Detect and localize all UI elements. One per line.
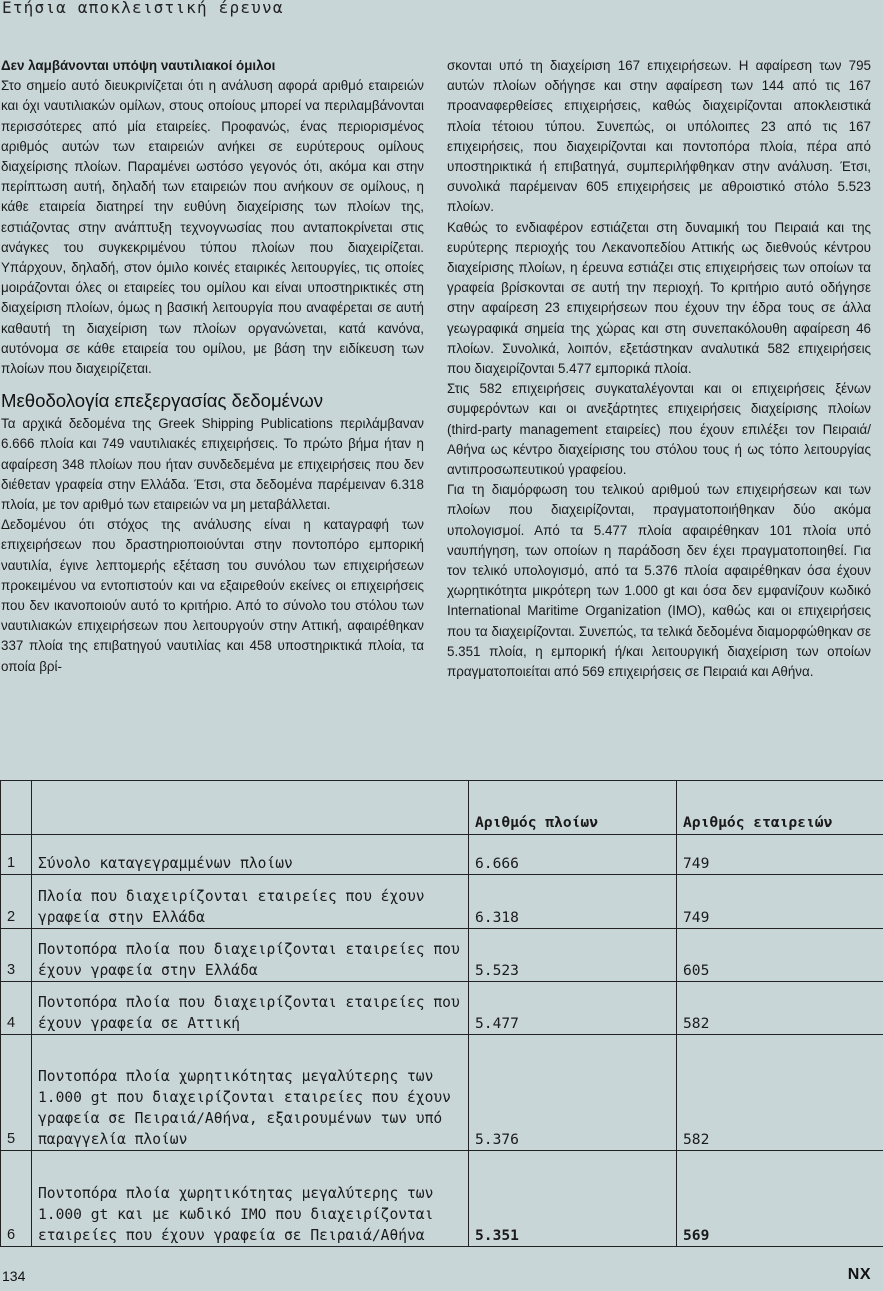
row-ships: 5.523 [469,929,677,982]
row-companies: 582 [677,1035,883,1151]
table-row [1,835,883,875]
section-heading: Μεθοδολογία επεξεργασίας δεδομένων [1,390,324,412]
row-companies: 605 [677,929,883,982]
table-row [1,1151,883,1247]
row-ships: 5.477 [469,982,677,1035]
row-index: 2 [1,875,32,929]
row-index: 5 [1,1035,32,1151]
header-cell-companies: Αριθμός εταιρειών [677,781,883,835]
table-row [1,929,883,982]
row-ships: 5.376 [469,1035,677,1151]
row-index: 3 [1,929,32,982]
row-index: 4 [1,982,32,1035]
row-description: Ποντοπόρα πλοία που διαχειρίζονται εταιρείες που έχουν γραφεία σε Αττική [32,982,469,1035]
body-paragraph: Στις 582 επιχειρήσεις συγκαταλέγονται και οι επιχειρήσεις ξένων συμφερόντων και οι ανεξάρτητες επιχειρήσεις διαχείρισης πλοίων (third-party management εταιρείες) που έχουν επιλέξει τον Πειραιά/Αθήνα ως κέντρο διαχείρισης του στόλου τους ή ως τόπο λειτουργίας αντιπροσωπευτικού γραφείου. [447,381,871,478]
page-number: 134 [2,1268,26,1284]
row-ships: 6.318 [469,875,677,929]
row-description: Ποντοπόρα πλοία που διαχειρίζονται εταιρείες που έχουν γραφεία στην Ελλάδα [32,929,469,982]
table-header-row [1,781,883,835]
row-description: Σύνολο καταγεγραμμένων πλοίων [32,835,469,875]
body-paragraph: Για τη διαμόρφωση του τελικού αριθμού των επιχειρήσεων και των πλοίων που διαχειρίζονται, πραγματοποιήθηκαν δύο ακόμα υπολογισμοί. Από τα 5.477 πλοία αφαιρέθηκαν 101 πλοία υπό ναυπήγηση, των οποίων η παράδοση δεν έχει πραγματοποιηθεί. Για τον τελικό υπολογισμό, από τα 5.376 πλοία αφαιρέθηκαν όσα έχουν χωρητικότητα μικρότερη των 1.000 gt και όσα δεν εμφανίζουν κωδικό International Maritime Organization (IMO), καθώς και οι επιχειρήσεις που τα διαχειρίζονται. Συνεπώς, τα τελικά δεδομένα διαμορφώθηκαν σε 5.351 πλοία, η εμπορική ή/και λειτουργική διαχείριση των οποίων πραγματοποιείται από 569 επιχειρήσεις σε Πειραιά και Αθήνα. [447,482,871,680]
row-description: Ποντοπόρα πλοία χωρητικότητας μεγαλύτερης των 1.000 gt που διαχειρίζονται εταιρείες που έχουν γραφεία σε Πειραιά/Αθήνα, εξαιρουμένων των υπό παραγγελία πλοίων [32,1035,469,1151]
brand-logo: NX [847,1266,871,1283]
row-companies: 749 [677,835,883,875]
body-paragraph: σκονται υπό τη διαχείριση 167 επιχειρήσεων. Η αφαίρεση των 795 αυτών πλοίων οδήγησε και στην αφαίρεση των 144 από τις 167 προαναφερθείσες επιχειρήσεις, καθώς διαχειρίζονται αποκλειστικά πλοία τέτοιου τύπου. Συνεπώς, οι υπόλοιπες 23 από τις 167 επιχειρήσεις, που διαχειρίζονται και ποντοπόρα πλοία, πέρα από υποστηρικτικά ή επιβατηγά, συμπεριλήφθηκαν στην ανάλυση. Έτσι, συνολικά παρέμειναν 605 επιχειρήσεις με αθροιστικό στόλο 5.523 πλοίων. [447,58,871,215]
body-paragraph: Τα αρχικά δεδομένα της Greek Shipping Publications περιλάμβαναν 6.666 πλοία και 749 ναυτιλιακές επιχειρήσεις. Το πρώτο βήμα ήταν η αφαίρεση 348 πλοίων που ήταν συνδεδεμένα με επιχειρήσεις που δεν διέθεταν γραφεία στην Ελλάδα. Έτσι, στα δεδομένα παρέμειναν 6.318 πλοία, με τον αριθμό των εταιρειών να μη μεταβάλλεται. [1,416,424,513]
table-row [1,982,883,1035]
row-companies: 569 [677,1151,883,1247]
header-cell-ships: Αριθμός πλοίων [469,781,677,835]
ships-companies-table [0,780,883,1247]
row-description: Ποντοπόρα πλοία χωρητικότητας μεγαλύτερης των 1.000 gt και με κωδικό IMO που διαχειρίζονται εταιρείες που έχουν γραφεία σε Πειραιά/Αθήνα [32,1151,469,1247]
body-paragraph: Στο σημείο αυτό διευκρινίζεται ότι η ανάλυση αφορά αριθμό εταιρειών και όχι ναυτιλιακών ομίλων, στους οποίους μπορεί να περιλαμβάνονται περισσότερες από μία εταιρείες. Προφανώς, ένας περιορισμένος αριθμός αυτών των εταιρειών ανήκει σε ευρύτερους ομίλους διαχείρισης πλοίων. Παραμένει ωστόσο γεγονός ότι, ακόμα και στην περίπτωση αυτή, δηλαδή των εταιρειών που ανήκουν σε ομίλους, η κάθε εταιρεία διατηρεί την ευθύνη διαχείρισης των πλοίων της, εστιάζοντας στην ανάπτυξη τεχνογνωσίας που ανταποκρίνεται στις ανάγκες του συγκεκριμένου τύπου πλοίων που διαχειρίζεται. Υπάρχουν, δηλαδή, στον όμιλο κοινές εταιρικές λειτουργίες, τις οποίες μοιράζονται όλες οι εταιρείες του ομίλου και είναι υποστηρικτικές στη διαχείριση πλοίων, όμως η βασική λειτουργία που αναφέρεται σε αυτή καθαυτή τη διαχείριση των πλοίων οργανώνεται, κατά κανόνα, αυτόνομα σε κάθε εταιρεία του ομίλου, με βάση την ειδίκευση των πλοίων που διαχειρίζεται. [1,78,424,377]
row-ships: 5.351 [469,1151,677,1247]
row-description: Πλοία που διαχειρίζονται εταιρείες που έχουν γραφεία στην Ελλάδα [32,875,469,929]
row-index: 1 [1,835,32,875]
header-cell-index [1,781,32,835]
running-header-title: Ετήσια αποκλειστική έρευνα [2,0,284,17]
row-index: 6 [1,1151,32,1247]
section-subheading: Δεν λαμβάνονται υπόψη ναυτιλιακοί όμιλοι [1,58,276,73]
left-text-column [1,56,424,677]
header-cell-description [32,781,469,835]
right-text-column [447,56,871,682]
row-ships: 6.666 [469,835,677,875]
body-paragraph: Καθώς το ενδιαφέρον εστιάζεται στη δυναμική του Πειραιά και της ευρύτερης περιοχής του Λεκανοπεδίου Αττικής ως διεθνούς κέντρου διαχείρισης πλοίων, η έρευνα εστιάζει στις επιχειρήσεις των οποίων τα γραφεία βρίσκονται σε αυτή την περιοχή. Το κριτήριο αυτό οδήγησε στην αφαίρεση 23 επιχειρήσεων που έχουν την έδρα τους σε άλλα γεωγραφικά σημεία της χώρας και στη συνεπακόλουθη αφαίρεση 46 πλοίων. Συνολικά, λοιπόν, εξετάστηκαν αναλυτικά 582 επιχειρήσεις που διαχειρίζονται 5.477 εμπορικά πλοία. [447,219,871,377]
body-paragraph: Δεδομένου ότι στόχος της ανάλυσης είναι η καταγραφή των επιχειρήσεων που δραστηριοποιούνται στην ποντοπόρο εμπορική ναυτιλία, έγινε λεπτομερής εξέταση του συνόλου των επιχειρήσεων προκειμένου να εντοπιστούν και να εξαιρεθούν εκείνες οι επιχειρήσεις που δεν ικανοποιούν αυτό το κριτήριο. Από το σύνολο του στόλου των ναυτιλιακών επιχειρήσεων που λειτουργούν στην Αττική, αφαιρέθηκαν 337 πλοία της επιβατηγού ναυτιλίας και 458 υποστηρικτικά πλοία, τα οποία βρί- [1,517,424,674]
row-companies: 582 [677,982,883,1035]
row-companies: 749 [677,875,883,929]
table-row [1,1035,883,1151]
table-row [1,875,883,929]
